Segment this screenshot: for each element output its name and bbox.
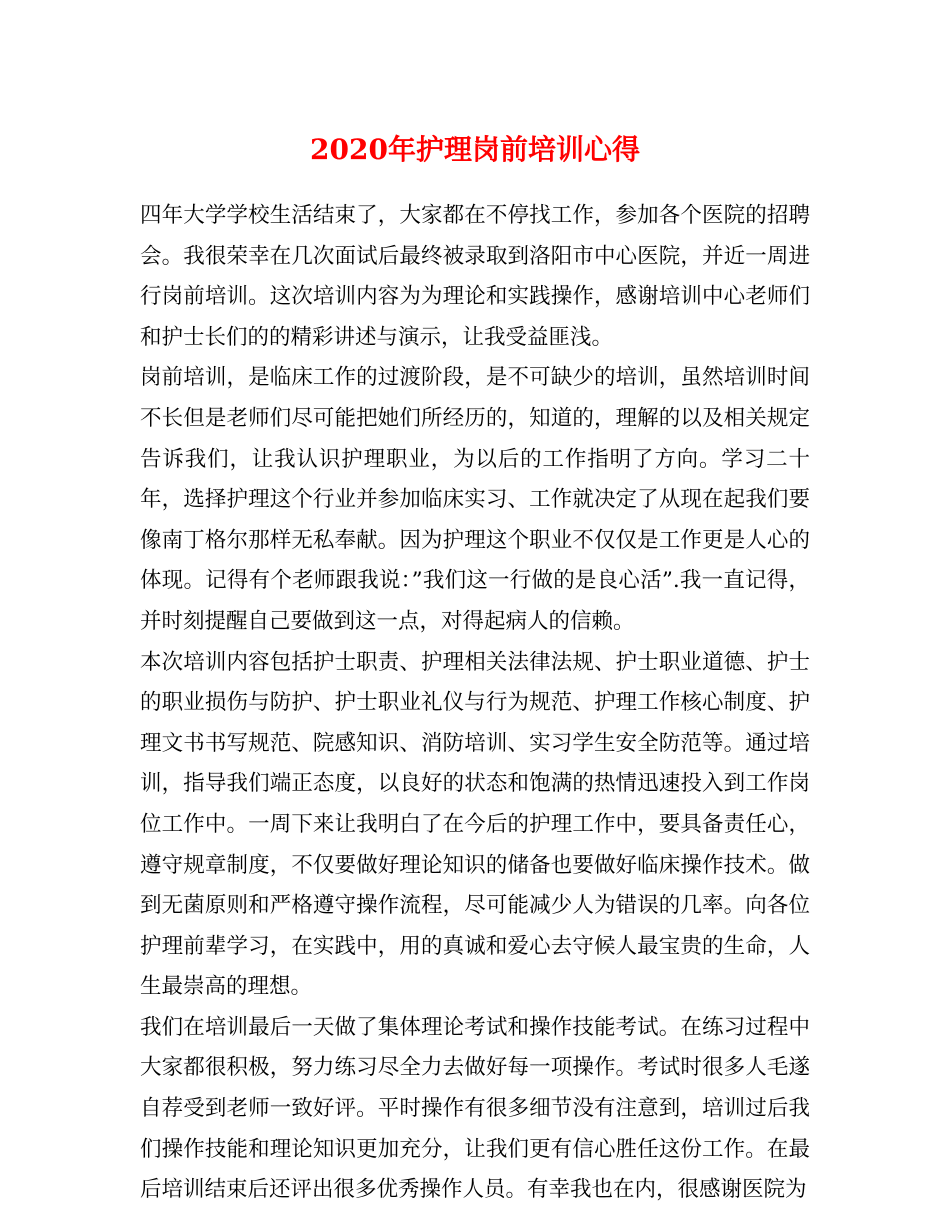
document-body <box>140 196 810 1211</box>
paragraph-1: 四年大学学校生活结束了，大家都在不停找工作，参加各个医院的招聘会。我很荣幸在几次面试后最终被录取到洛阳市中心医院，并近一周进行岗前培训。这次培训内容为为理论和实践操作，感谢培训中心老师们和护士长们的的精彩讲述与演示，让我受益匪浅。 <box>140 203 810 350</box>
paragraph-4: 我们在培训最后一天做了集体理论考试和操作技能考试。在练习过程中大家都很积极，努力练习尽全力去做好每一项操作。考试时很多人毛遂自荐受到老师一致好评。平时操作有很多细节没有注意到，培训过后我们操作技能和理论知识更加充分，让我们更有信心胜任这份工作。在最后培训结束后还评出很多优秀操作人员。有幸我也在内，很感谢医院为 <box>140 1014 810 1203</box>
document-title: 2020年护理岗前培训心得 <box>310 133 640 166</box>
paragraph-2: 岗前培训，是临床工作的过渡阶段，是不可缺少的培训，虽然培训时间不长但是老师们尽可能把她们所经历的，知道的，理解的以及相关规定告诉我们，让我认识护理职业，为以后的工作指明了方向。学习二十年，选择护理这个行业并参加临床实习、工作就决定了从现在起我们要像南丁格尔那样无私奉献。因为护理这个职业不仅仅是工作更是人心的体现。记得有个老师跟我说：”我们这一行做的是良心活”.我一直记得，并时刻提醒自己要做到这一点，对得起病人的信赖。 <box>140 365 810 634</box>
paragraph-3: 本次培训内容包括护士职责、护理相关法律法规、护士职业道德、护士的职业损伤与防护、护士职业礼仪与行为规范、护理工作核心制度、护理文书书写规范、院感知识、消防培训、实习学生安全防范等。通过培训，指导我们端正态度，以良好的状态和饱满的热情迅速投入到工作岗位工作中。一周下来让我明白了在今后的护理工作中，要具备责任心，遵守规章制度，不仅要做好理论知识的储备也要做好临床操作技术。做到无菌原则和严格遵守操作流程，尽可能减少人为错误的几率。向各位护理前辈学习，在实践中，用的真诚和爱心去守候人最宝贵的生命，人生最崇高的理想。 <box>140 649 810 1000</box>
